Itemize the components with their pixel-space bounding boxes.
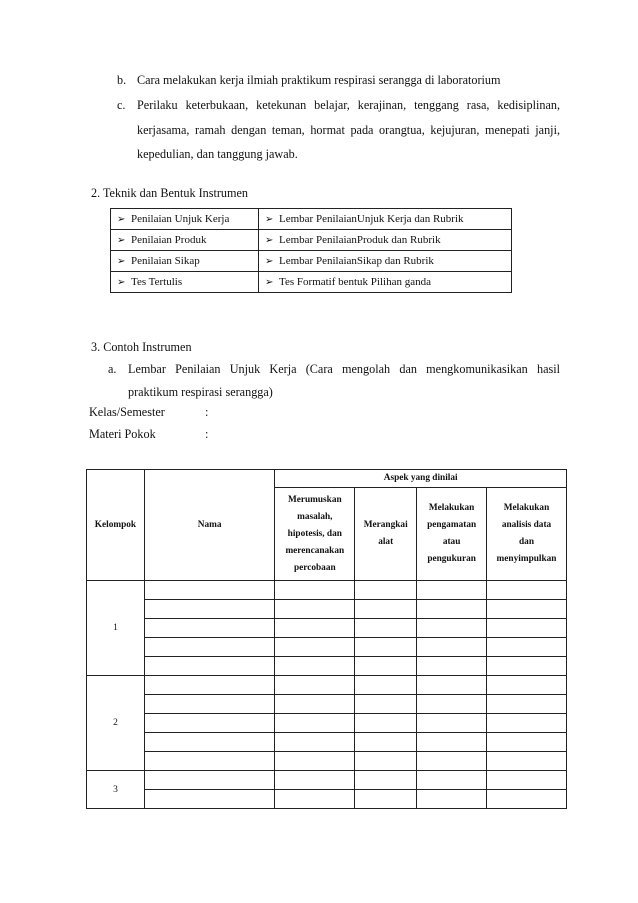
score-cell[interactable] — [355, 676, 417, 695]
score-cell[interactable] — [275, 695, 355, 714]
score-cell[interactable] — [487, 733, 567, 752]
section-3-title: 3. Contoh Instrumen — [91, 340, 192, 354]
score-cell[interactable] — [417, 771, 487, 790]
score-cell[interactable] — [275, 657, 355, 676]
header-aspek: Aspek yang dinilai — [275, 470, 567, 488]
score-cell[interactable] — [355, 752, 417, 771]
score-cell[interactable] — [275, 600, 355, 619]
score-cell[interactable] — [275, 581, 355, 600]
score-cell[interactable] — [487, 790, 567, 809]
table-row — [87, 790, 567, 809]
aspek-3-line: pengamatan — [427, 520, 477, 530]
aspek-2-line: alat — [378, 537, 394, 547]
score-cell[interactable] — [417, 619, 487, 638]
score-cell[interactable] — [417, 600, 487, 619]
nama-cell[interactable] — [144, 581, 274, 600]
aspek-1-line: hipotesis, dan — [287, 528, 342, 539]
arrow-bullet-icon: ➢ — [117, 214, 126, 225]
kelompok-cell: 2 — [87, 676, 145, 771]
score-cell[interactable] — [417, 676, 487, 695]
nama-cell[interactable] — [144, 638, 274, 657]
instrument-teknik-cell — [111, 251, 259, 272]
aspek-4-line: dan — [519, 537, 535, 547]
nama-cell[interactable] — [144, 676, 274, 695]
header-aspek-merangkai — [355, 488, 417, 581]
nama-cell[interactable] — [144, 771, 274, 790]
score-cell[interactable] — [487, 600, 567, 619]
header-aspek-merumuskan — [275, 488, 355, 581]
arrow-bullet-icon: ➢ — [117, 235, 126, 246]
nama-cell[interactable] — [144, 714, 274, 733]
arrow-bullet-icon: ➢ — [117, 277, 126, 288]
score-cell[interactable] — [487, 752, 567, 771]
instrument-teknik-text: Penilaian Produk — [131, 234, 207, 246]
aspek-4-line: Melakukan — [503, 503, 550, 513]
table-row — [87, 619, 567, 638]
score-cell[interactable] — [487, 714, 567, 733]
instrument-teknik-cell — [111, 272, 259, 293]
instrument-row — [111, 251, 512, 272]
score-cell[interactable] — [487, 771, 567, 790]
header-nama: Nama — [144, 470, 274, 581]
score-cell[interactable] — [355, 657, 417, 676]
score-cell[interactable] — [355, 638, 417, 657]
table-row — [87, 638, 567, 657]
section-3a-line-1: Lembar Penilaian Unjuk Kerja (Cara mengolah dan mengkomunikasikan hasil — [128, 362, 560, 376]
field-kelas-semester-colon: : — [205, 405, 209, 419]
objective-b-text: Cara melakukan kerja ilmiah praktikum respirasi serangga di laboratorium — [137, 73, 501, 87]
score-cell[interactable] — [417, 752, 487, 771]
header-aspek-analisis — [487, 488, 567, 581]
instrument-bentuk-text: Lembar PenilaianSikap dan Rubrik — [279, 255, 434, 267]
instrument-table — [110, 208, 512, 293]
table-row — [87, 676, 567, 695]
instrument-teknik-text: Tes Tertulis — [131, 276, 183, 288]
instrument-teknik-text: Penilaian Sikap — [131, 255, 200, 267]
score-cell[interactable] — [417, 790, 487, 809]
objective-c-marker: c. — [117, 98, 126, 112]
table-row — [87, 600, 567, 619]
instrument-teknik-cell — [111, 230, 259, 251]
aspek-4-line: analisis data — [501, 520, 552, 530]
score-cell[interactable] — [487, 638, 567, 657]
table-row — [87, 581, 567, 600]
score-cell[interactable] — [417, 638, 487, 657]
field-materi-pokok-label: Materi Pokok — [89, 427, 156, 441]
instrument-teknik-text: Penilaian Unjuk Kerja — [131, 213, 230, 225]
score-cell[interactable] — [417, 657, 487, 676]
score-cell[interactable] — [487, 657, 567, 676]
nama-cell[interactable] — [144, 733, 274, 752]
arrow-bullet-icon: ➢ — [265, 235, 274, 246]
table-row — [87, 771, 567, 790]
instrument-teknik-cell — [111, 209, 259, 230]
score-cell[interactable] — [275, 619, 355, 638]
score-cell[interactable] — [417, 714, 487, 733]
aspek-3-line: Melakukan — [428, 503, 475, 513]
score-cell[interactable] — [417, 695, 487, 714]
aspek-1-line: percobaan — [293, 562, 336, 573]
score-cell[interactable] — [487, 619, 567, 638]
score-cell[interactable] — [275, 638, 355, 657]
score-cell[interactable] — [275, 752, 355, 771]
objective-c-line-2: kerjasama, ramah dengan teman, hormat pada orangtua, kejujuran, menepati janji, — [137, 123, 560, 137]
score-cell[interactable] — [487, 581, 567, 600]
objective-c-line-3: kepedulian, dan tanggung jawab. — [137, 147, 298, 161]
arrow-bullet-icon: ➢ — [117, 256, 126, 267]
instrument-row — [111, 230, 512, 251]
arrow-bullet-icon: ➢ — [265, 277, 274, 288]
table-row — [87, 695, 567, 714]
aspek-1-line: Merumuskan — [287, 494, 342, 505]
instrument-bentuk-text: Tes Formatif bentuk Pilihan ganda — [279, 276, 431, 288]
objective-b-marker: b. — [117, 73, 127, 87]
instrument-row — [111, 272, 512, 293]
table-row — [87, 733, 567, 752]
aspek-4-line: menyimpulkan — [496, 554, 557, 564]
nama-cell[interactable] — [144, 790, 274, 809]
nama-cell[interactable] — [144, 657, 274, 676]
header-kelompok: Kelompok — [87, 470, 145, 581]
score-cell[interactable] — [487, 695, 567, 714]
field-materi-pokok-colon: : — [205, 427, 209, 441]
score-cell[interactable] — [487, 676, 567, 695]
assessment-table — [86, 469, 567, 809]
score-cell[interactable] — [275, 714, 355, 733]
instrument-bentuk-cell — [259, 272, 512, 293]
aspek-3-line: pengukuran — [427, 554, 476, 564]
instrument-bentuk-text: Lembar PenilaianUnjuk Kerja dan Rubrik — [279, 213, 464, 225]
score-cell[interactable] — [417, 581, 487, 600]
aspek-2-line: Merangkai — [363, 520, 408, 530]
instrument-bentuk-text: Lembar PenilaianProduk dan Rubrik — [279, 234, 441, 246]
instrument-bentuk-cell — [259, 209, 512, 230]
field-kelas-semester-label: Kelas/Semester — [89, 405, 165, 419]
table-row — [87, 752, 567, 771]
table-row — [87, 714, 567, 733]
score-cell[interactable] — [355, 600, 417, 619]
score-cell[interactable] — [275, 676, 355, 695]
score-cell[interactable] — [355, 714, 417, 733]
header-aspek-pengamatan — [417, 488, 487, 581]
kelompok-cell: 3 — [87, 771, 145, 809]
nama-cell[interactable] — [144, 619, 274, 638]
nama-cell[interactable] — [144, 752, 274, 771]
score-cell[interactable] — [275, 790, 355, 809]
arrow-bullet-icon: ➢ — [265, 214, 274, 225]
score-cell[interactable] — [355, 771, 417, 790]
instrument-row — [111, 209, 512, 230]
section-2-title: 2. Teknik dan Bentuk Instrumen — [91, 186, 248, 200]
score-cell[interactable] — [355, 790, 417, 809]
score-cell[interactable] — [355, 619, 417, 638]
aspek-1-line: masalah, — [297, 511, 333, 522]
kelompok-cell: 1 — [87, 581, 145, 676]
score-cell[interactable] — [355, 733, 417, 752]
instrument-bentuk-cell — [259, 230, 512, 251]
score-cell[interactable] — [417, 733, 487, 752]
table-row — [87, 657, 567, 676]
aspek-3-line: atau — [442, 537, 461, 547]
score-cell[interactable] — [275, 771, 355, 790]
score-cell[interactable] — [355, 581, 417, 600]
nama-cell[interactable] — [144, 600, 274, 619]
instrument-bentuk-cell — [259, 251, 512, 272]
section-3a-marker: a. — [108, 362, 117, 376]
nama-cell[interactable] — [144, 695, 274, 714]
score-cell[interactable] — [275, 733, 355, 752]
score-cell[interactable] — [355, 695, 417, 714]
aspek-1-line: merencanakan — [285, 545, 345, 556]
section-3a-line-2: praktikum respirasi serangga) — [128, 385, 273, 399]
arrow-bullet-icon: ➢ — [265, 256, 274, 267]
objective-c-line-1: Perilaku keterbukaan, ketekunan belajar, kerajinan, tenggang rasa, kedisiplinan, — [137, 98, 560, 112]
